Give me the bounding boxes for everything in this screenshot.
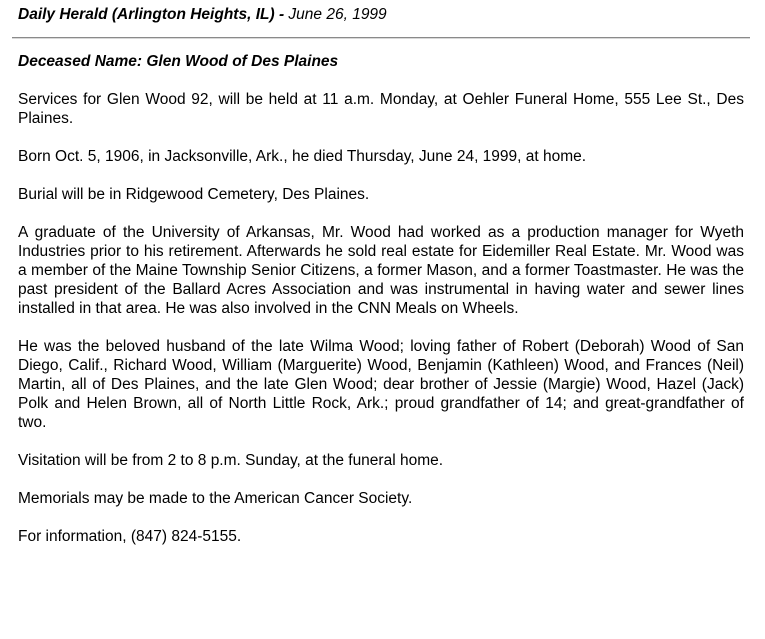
paragraph-services: Services for Glen Wood 92, will be held at 11 a.m. Monday, at Oehler Funeral Home, 555 Lee St., Des Plaines. <box>18 91 744 127</box>
deceased-name: Deceased Name: Glen Wood of Des Plaines <box>18 53 339 70</box>
publication-header <box>18 5 387 25</box>
header-divider <box>12 37 750 39</box>
publication-date: June 26, 1999 <box>288 6 387 23</box>
paragraph-contact: For information, (847) 824-5155. <box>18 528 242 545</box>
paragraph-burial: Burial will be in Ridgewood Cemetery, Des Plaines. <box>18 186 370 203</box>
paragraph-family: He was the beloved husband of the late Wilma Wood; loving father of Robert (Deborah) Wood of San Diego, Calif., Richard Wood, William (Marguerite) Wood, Benjamin (Kathleen) Wood, and Frances (Neil) Martin, all of Des Plaines, and the late Glen Wood; dear brother of Jessie (Margie) Wood, Hazel (Jack) Polk and Helen Brown, all of North Little Rock, Ark.; proud grandfather of 14; and great-grandfather of two. <box>18 338 744 431</box>
obituary-body <box>18 52 744 565</box>
paragraph-visitation: Visitation will be from 2 to 8 p.m. Sunday, at the funeral home. <box>18 452 444 469</box>
paragraph-career: A graduate of the University of Arkansas, Mr. Wood had worked as a production manager for Wyeth Industries prior to his retirement. Afterwards he sold real estate for Eidemiller Real Estate. Mr. Wood was a member of the Maine Township Senior Citizens, a former Mason, and a former Toastmaster. He was the past president of the Ballard Acres Association and was instrumental in having water and sewer lines installed in that area. He was also involved in the CNN Meals on Wheels. <box>18 224 744 317</box>
header-separator: - <box>274 6 289 23</box>
paragraph-memorials: Memorials may be made to the American Cancer Society. <box>18 490 413 507</box>
publication-source: Daily Herald (Arlington Heights, IL) <box>18 6 275 23</box>
paragraph-birth: Born Oct. 5, 1906, in Jacksonville, Ark., he died Thursday, June 24, 1999, at home. <box>18 148 587 165</box>
